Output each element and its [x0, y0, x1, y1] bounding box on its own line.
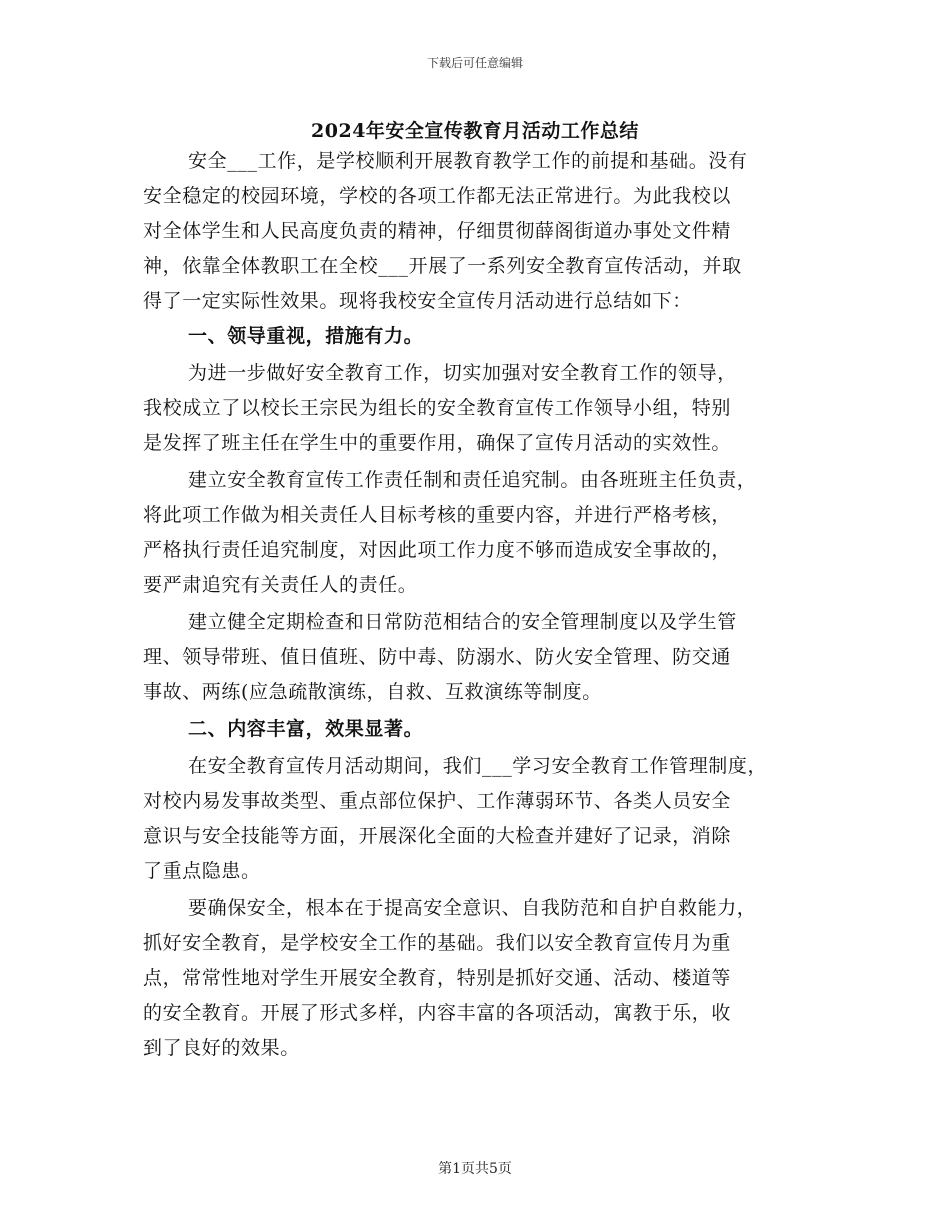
body-line: 安全___工作，是学校顺利开展教育教学工作的前提和基础。没有 — [188, 150, 748, 172]
body-line: 到了良好的效果。 — [143, 1037, 300, 1059]
body-line: 是发挥了班主任在学生中的重要作用，确保了宣传月活动的实效性。 — [143, 432, 732, 454]
body-line: 理、领导带班、值日值班、防中毒、防溺水、防火安全管理、防交通 — [143, 646, 732, 668]
body-line: 对校内易发事故类型、重点部位保护、工作薄弱环节、各类人员安全 — [143, 790, 732, 812]
body-line: 为进一步做好安全教育工作，切实加强对安全教育工作的领导， — [188, 362, 737, 384]
body-line: 神，依靠全体教职工在全校___开展了一系列安全教育宣传活动，并取 — [143, 255, 742, 277]
body-line: 对全体学生和人民高度负责的精神，仔细贯彻薛阁街道办事处文件精 — [143, 220, 732, 242]
body-line: 了重点隐患。 — [143, 860, 261, 882]
body-line: 得了一定实际性效果。现将我校安全宣传月活动进行总结如下： — [143, 290, 692, 312]
body-line: 事故、两练(应急疏散演练，自救、互救演练等制度。 — [143, 681, 602, 703]
body-line: 要严肃追究有关责任人的责任。 — [143, 574, 418, 596]
body-line: 建立健全定期检查和日常防范相结合的安全管理制度以及学生管 — [188, 611, 737, 633]
body-line: 点，常常性地对学生开展安全教育，特别是抓好交通、活动、楼道等 — [143, 967, 732, 989]
body-line: 我校成立了以校长王宗民为组长的安全教育宣传工作领导小组，特别 — [143, 397, 732, 419]
section-heading: 二、内容丰富，效果显著。 — [188, 718, 424, 740]
body-line: 在安全教育宣传月活动期间，我们___学习安全教育工作管理制度， — [188, 755, 768, 777]
body-line: 的安全教育。开展了形式多样，内容丰富的各项活动，寓教于乐，收 — [143, 1002, 732, 1024]
section-heading: 一、领导重视，措施有力。 — [188, 325, 424, 347]
header-note: 下载后可任意编辑 — [426, 56, 523, 70]
body-line: 要确保安全，根本在于提高安全意识、自我防范和自护自救能力， — [188, 897, 757, 919]
document-title: 2024年安全宣传教育月活动工作总结 — [311, 120, 639, 142]
body-line: 意识与安全技能等方面，开展深化全面的大检查并建好了记录，消除 — [143, 825, 732, 847]
body-line: 严格执行责任追究制度，对因此项工作力度不够而造成安全事故的， — [143, 539, 732, 561]
body-line: 将此项工作做为相关责任人目标考核的重要内容，并进行严格考核， — [143, 504, 732, 526]
body-line: 建立安全教育宣传工作责任制和责任追究制。由各班班主任负责， — [188, 469, 757, 491]
body-line: 抓好安全教育，是学校安全工作的基础。我们以安全教育宣传月为重 — [143, 932, 732, 954]
body-line: 安全稳定的校园环境，学校的各项工作都无法正常进行。为此我校以 — [143, 185, 732, 207]
page-number-footer: 第1页共5页 — [438, 1161, 512, 1177]
